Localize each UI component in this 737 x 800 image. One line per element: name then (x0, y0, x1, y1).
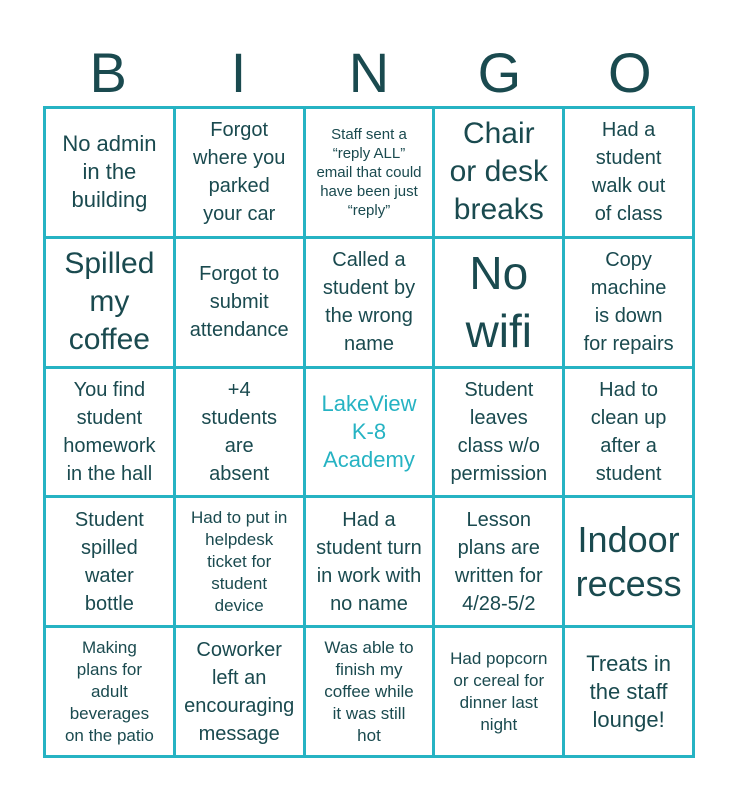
bingo-cell-r3c2[interactable] (176, 369, 303, 496)
bingo-cell-r5c5[interactable] (565, 628, 692, 755)
cell-text: You find student homework in the hall (63, 378, 156, 485)
header-letter-g: G (477, 41, 522, 104)
bingo-cell-r5c1[interactable] (46, 628, 173, 755)
cell-text: Spilled my coffee (64, 247, 155, 357)
cell-text: Had to put in helpdesk ticket for student device (190, 507, 288, 615)
free-space-cell[interactable] (306, 369, 433, 496)
header-letter-b: B (89, 41, 127, 104)
cell-text: +4 students are absent (201, 378, 277, 485)
cell-text: Called a student by the wrong name (322, 249, 416, 356)
cell-text: Had to clean up after a student (590, 378, 667, 485)
bingo-cell-r4c3[interactable] (306, 498, 433, 625)
cell-text: Had a student walk out of class (591, 119, 666, 226)
bingo-cell-r2c1[interactable] (46, 239, 173, 366)
cell-text: Forgot to submit attendance (189, 263, 289, 342)
bingo-cell-r3c4[interactable] (435, 369, 562, 496)
cell-text: Forgot where you parked your car (193, 119, 286, 226)
bingo-cell-r1c3[interactable] (306, 109, 433, 236)
bingo-cell-r3c1[interactable] (46, 369, 173, 496)
bingo-cell-r4c5[interactable] (565, 498, 692, 625)
cell-text: Had a student turn in work with no name (316, 508, 422, 615)
bingo-cell-r2c3[interactable] (306, 239, 433, 366)
cell-text: Had popcorn or cereal for dinner last night (450, 648, 548, 734)
bingo-cell-r5c3[interactable] (306, 628, 433, 755)
bingo-cell-r5c2[interactable] (176, 628, 303, 755)
cell-text: Staff sent a “reply ALL” email that could have been just “reply” (316, 125, 422, 219)
header-letter-o: O (607, 41, 652, 104)
cell-text: Student spilled water bottle (74, 508, 144, 615)
bingo-cell-r3c5[interactable] (565, 369, 692, 496)
bingo-cell-r1c4[interactable] (435, 109, 562, 236)
cell-text: Coworker left an encouraging message (184, 638, 295, 745)
bingo-board (43, 106, 695, 758)
cell-text: No admin in the building (62, 131, 157, 213)
cell-text: Lesson plans are written for 4/28-5/2 (454, 508, 543, 615)
header-letter-i: I (230, 41, 247, 104)
cell-text: Indoor recess (575, 518, 682, 604)
cell-text: Treats in the staff lounge! (586, 650, 671, 732)
bingo-cell-r4c2[interactable] (176, 498, 303, 625)
bingo-cell-r1c1[interactable] (46, 109, 173, 236)
bingo-cell-r1c5[interactable] (565, 109, 692, 236)
bingo-cell-r5c4[interactable] (435, 628, 562, 755)
cell-text: Was able to finish my coffee while it was still hot (324, 637, 414, 745)
cell-text: Student leaves class w/o permission (450, 378, 548, 485)
cell-text: Copy machine is down for repairs (583, 249, 674, 356)
bingo-cell-r4c4[interactable] (435, 498, 562, 625)
cell-text: Making plans for adult beverages on the patio (64, 637, 154, 745)
cell-text: Chair or desk breaks (449, 117, 548, 227)
bingo-cell-r1c2[interactable] (176, 109, 303, 236)
cell-text: No wifi (465, 247, 533, 358)
free-space-text: LakeView K-8 Academy (321, 390, 417, 472)
bingo-cell-r2c5[interactable] (565, 239, 692, 366)
bingo-cell-r2c2[interactable] (176, 239, 303, 366)
header-letter-n: N (348, 41, 390, 104)
bingo-cell-r2c4[interactable] (435, 239, 562, 366)
bingo-header (43, 40, 695, 106)
bingo-cell-r4c1[interactable] (46, 498, 173, 625)
